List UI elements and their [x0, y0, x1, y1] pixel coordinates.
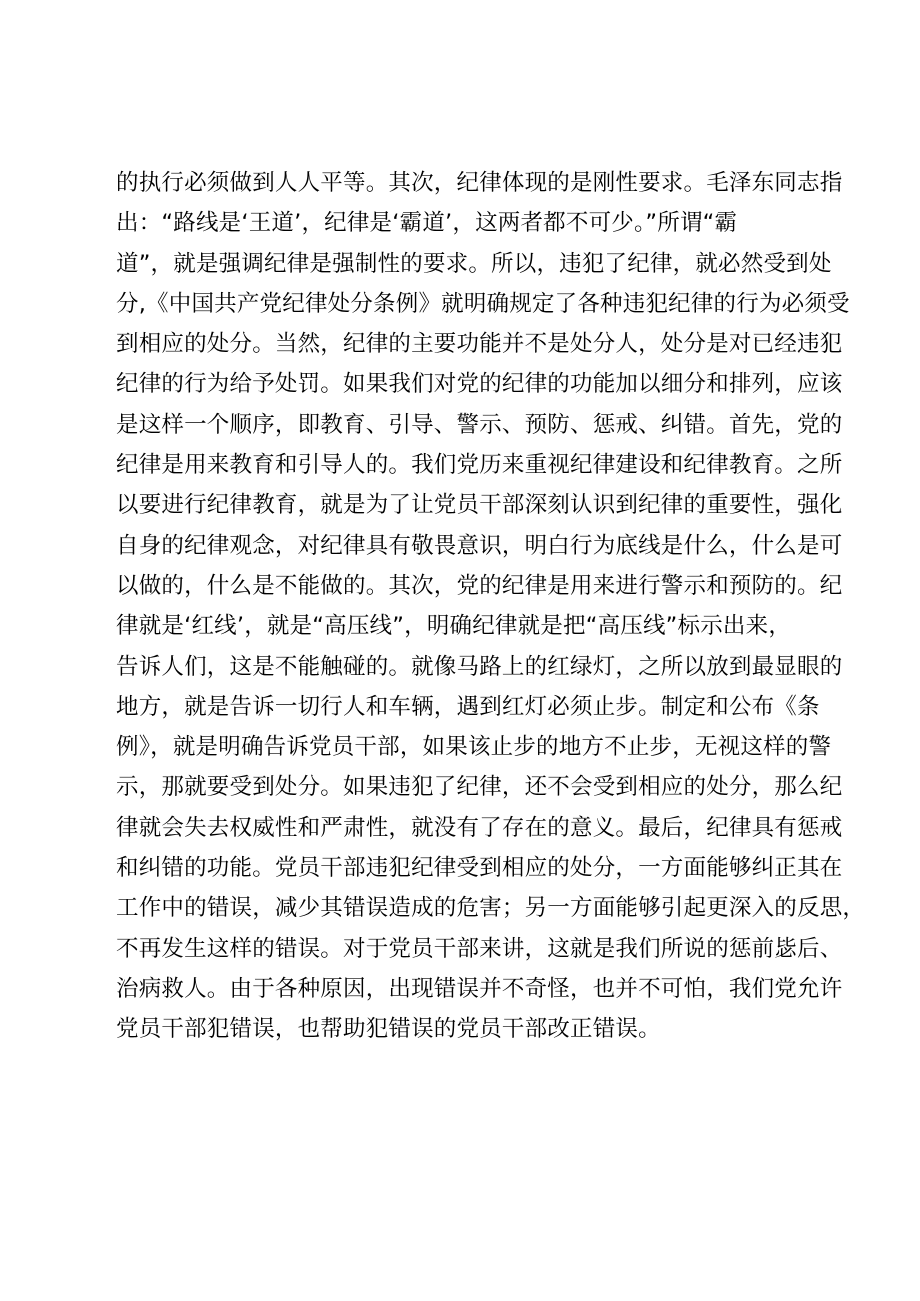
text-line: 和纠错的功能。党员干部违犯纪律受到相应的处分，一方面能够纠正其在: [116, 855, 843, 882]
text-line: 的执行必须做到人人平等。其次，纪律体现的是刚性要求。毛泽东同志指: [116, 170, 843, 196]
text-line: 例》，就是明确告诉党员干部，如果该止步的地方不止步，无视这样的警: [116, 734, 832, 761]
text-line: 纪律的行为给予处罚。如果我们对党的纪律的功能加以细分和排列，应该: [116, 371, 843, 398]
text-line: 以要进行纪律教育，就是为了让党员干部深刻认识到纪律的重要性，强化: [116, 492, 843, 519]
text-line: 党员干部犯错误，也帮助犯错误的党员干部改正错误。: [116, 1016, 661, 1043]
text-line: 到相应的处分。当然，纪律的主要功能并不是处分人，处分是对已经违犯: [116, 331, 843, 358]
text-line: 出：“路线是‘王道’，纪律是‘霸道’，这两者都不可少。”所谓“霸: [116, 210, 738, 237]
text-line: 分,《中国共产党纪律处分条例》就明确规定了各种违犯纪律的行为必须受: [116, 290, 850, 317]
text-line: 纪律是用来教育和引导人的。我们党历来重视纪律建设和纪律教育。之所: [116, 452, 843, 479]
text-line: 工作中的错误，减少其错误造成的危害；另一方面能够引起更深入的反思，: [116, 895, 866, 922]
text-line: 以做的，什么是不能做的。其次，党的纪律是用来进行警示和预防的。纪: [116, 572, 843, 599]
text-line: 治病救人。由于各种原因，出现错误并不奇怪，也并不可怕，我们党允许: [116, 975, 843, 1002]
text-line: 律就是‘红线’，就是“高压线”，明确纪律就是把“高压线”标示出来，: [116, 613, 792, 640]
text-line: 道”，就是强调纪律是强制性的要求。所以，违犯了纪律，就必然受到处: [116, 250, 832, 277]
text-line: 律就会失去权威性和严肃性，就没有了存在的意义。最后，纪律具有惩戒: [116, 814, 843, 841]
text-line: 地方，就是告诉一切行人和车辆，遇到红灯必须止步。制定和公布《条: [116, 693, 820, 720]
text-line: 示，那就要受到处分。如果违犯了纪律，还不会受到相应的处分，那么纪: [116, 774, 843, 801]
body-text: [116, 163, 866, 1050]
text-line: 不再发生这样的错误。对于党员干部来讲，这就是我们所说的惩前毖后、: [116, 935, 843, 962]
text-line: 是这样一个顺序，即教育、引导、警示、预防、惩戒、纠错。首先，党的: [116, 411, 843, 438]
text-line: 告诉人们，这是不能触碰的。就像马路上的红绿灯，之所以放到最显眼的: [116, 653, 843, 680]
text-line: 自身的纪律观念，对纪律具有敬畏意识，明白行为底线是什么，什么是可: [116, 532, 843, 559]
